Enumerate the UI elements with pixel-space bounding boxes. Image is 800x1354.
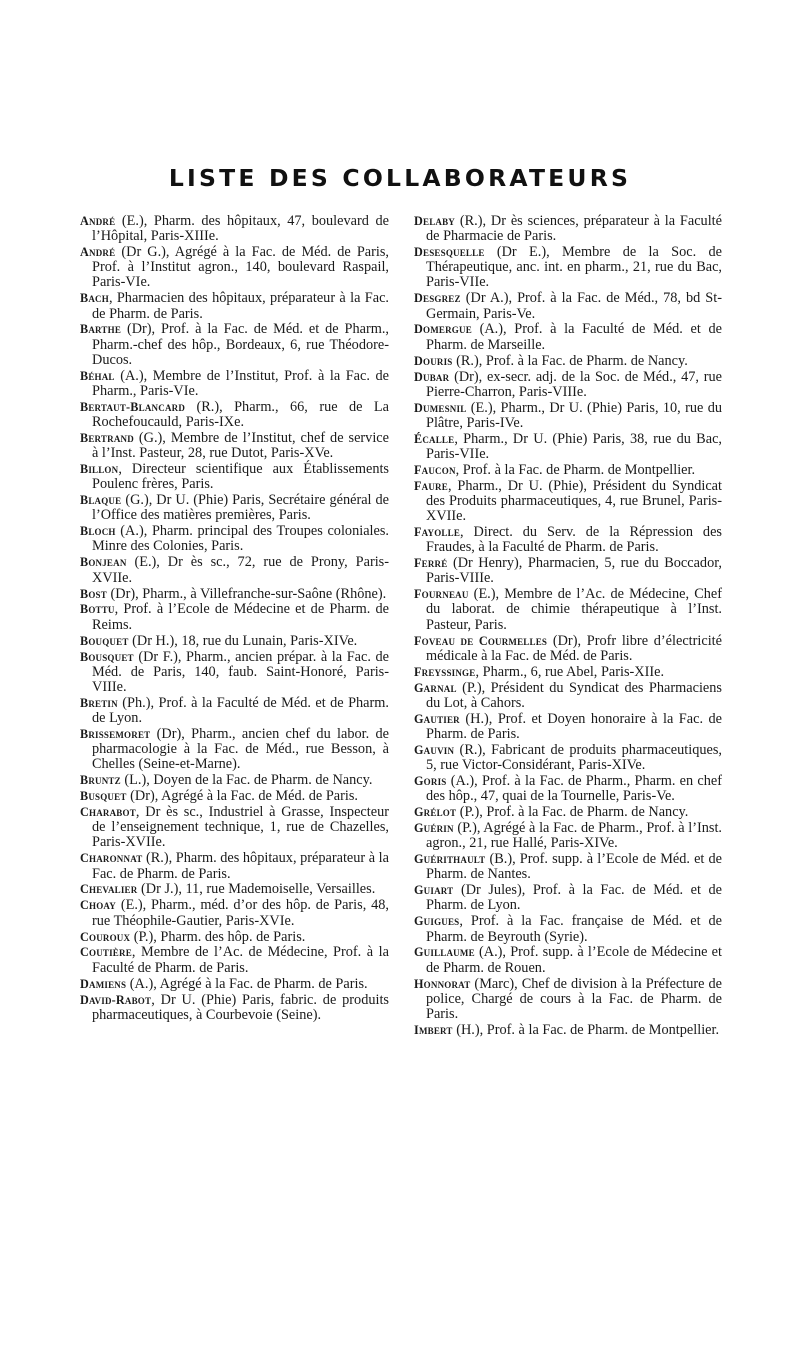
contributor-entry — [80, 696, 389, 726]
contributor-name: Freyssinge — [414, 664, 476, 679]
contributor-details: , Membre de l’Ac. de Médecine, Prof. à la Faculté de Pharm. de Paris. — [92, 944, 389, 976]
contributor-entry — [80, 602, 389, 632]
contributor-name: Béhal — [80, 368, 115, 383]
contributor-details: (A.), Membre de l’Institut, Prof. à la Fac. de Pharm., Paris-VIe. — [92, 367, 389, 399]
contributor-entry — [414, 1023, 722, 1038]
contributor-details: , Pharm., Dr U. (Phie) Paris, 38, rue du Bac, Paris-VIIe. — [426, 430, 722, 462]
contributor-name: Garnal — [414, 680, 457, 695]
contributor-name: Brissemoret — [80, 726, 151, 741]
contributor-name: Bloch — [80, 524, 116, 539]
contributor-details: (A.), Agrégé à la Fac. de Pharm. de Paris. — [126, 975, 368, 992]
contributor-name: Bouquet — [80, 633, 129, 648]
contributor-entry — [414, 432, 722, 462]
contributor-details: (R.), Prof. à la Fac. de Pharm. de Nancy. — [452, 352, 688, 369]
contributor-details: (A.), Prof. à la Faculté de Méd. et de Pharm. de Marseille. — [426, 321, 722, 353]
contributor-entry — [80, 291, 389, 321]
contributor-details: (Dr), Profr libre d’électricité médicale à la Fac. de Méd. de Paris. — [426, 632, 723, 664]
contributor-details: (R.), Pharm., 66, rue de La Rochefoucauld, Paris-IXe. — [92, 398, 389, 431]
contributor-details: , Directeur scientifique aux Établissements Poulenc frères, Paris. — [92, 461, 389, 493]
contributor-name: Faucon — [414, 462, 456, 477]
contributor-details: (R.), Dr ès sciences, préparateur à la Faculté de Pharmacie de Paris. — [426, 213, 722, 245]
left-column — [80, 214, 389, 1024]
right-column — [414, 214, 722, 1039]
contributor-entry — [414, 479, 722, 524]
contributor-details: (P.), Pharm. des hôp. de Paris. — [130, 928, 306, 945]
contributor-name: Honnorat — [414, 976, 471, 991]
contributor-details: (Dr), ex-secr. adj. de la Soc. de Méd., 47, rue Pierre-Charron, Paris-VIIIe. — [426, 368, 722, 400]
contributor-name: Desgrez — [414, 291, 461, 306]
contributor-name: Dumesnil — [414, 400, 467, 415]
contributor-name: Desesquelle — [414, 245, 485, 260]
contributor-name: Guigues — [414, 914, 460, 929]
contributor-entry — [414, 914, 722, 944]
contributor-name: Grélot — [414, 805, 457, 820]
contributor-entry — [414, 977, 722, 1022]
contributor-entry — [414, 665, 722, 680]
contributor-details: (P.), Agrégé à la Fac. de Pharm., Prof. à l’Inst. agron., 21, rue Hallé, Paris-XIVe. — [426, 820, 722, 852]
contributor-details: (H.), Prof. à la Fac. de Pharm. de Montpellier. — [452, 1021, 720, 1038]
contributor-details: (Dr E.), Membre de la Soc. de Thérapeutique, anc. int. en pharm., 21, rue du Bac, Paris-VIIe. — [426, 244, 722, 291]
contributor-entry — [414, 681, 722, 711]
contributor-details: (E.), Pharm. des hôpitaux, 47, boulevard de l’Hôpital, Paris-XIIIe. — [92, 213, 389, 245]
contributor-entry — [80, 898, 389, 928]
contributor-entry — [414, 245, 722, 290]
contributor-entry — [80, 369, 389, 399]
contributor-details: (A.), Prof. à la Fac. de Pharm., Pharm. en chef des hôp., 47, quai de la Tournelle, Paris-Ve. — [426, 772, 722, 805]
contributor-entry — [414, 805, 722, 820]
contributor-name: Guiart — [414, 883, 454, 898]
contributor-name: Bonjean — [80, 555, 127, 570]
contributor-entry — [414, 214, 722, 244]
contributor-entry — [80, 773, 389, 788]
contributor-name: Ferré — [414, 556, 448, 571]
contributor-details: (Dr), Prof. à la Fac. de Méd. et de Pharm., Pharm.-chef des hôp., Bordeaux, 6, rue Théodore-Ducos. — [92, 321, 389, 368]
contributor-entry — [80, 634, 389, 649]
contributor-name: André — [80, 245, 116, 260]
contributor-entry — [80, 650, 389, 695]
contributor-entry — [80, 400, 389, 430]
contributor-entry — [80, 245, 389, 290]
contributor-details: (A.), Prof. supp. à l’Ecole de Médecine et de Pharm. de Rouen. — [426, 944, 722, 976]
contributor-name: Dubar — [414, 369, 450, 384]
contributor-entry — [414, 712, 722, 742]
contributor-entry — [414, 463, 722, 478]
contributor-name: Coutière — [80, 945, 132, 960]
contributor-name: Charabot — [80, 805, 136, 820]
contributor-details: (H.), Prof. et Doyen honoraire à la Fac. de Pharm. de Paris. — [426, 710, 722, 742]
contributor-name: André — [80, 214, 116, 228]
contributor-entry — [414, 821, 722, 851]
contributor-details: (Dr A.), Prof. à la Fac. de Méd., 78, bd St-Germain, Paris-Ve. — [426, 290, 722, 322]
contributor-entry — [80, 587, 389, 602]
contributor-details: , Pharm., Dr U. (Phie), Président du Syndicat des Produits pharmaceutiques, 4, rue Brunel, Paris-XVIIe. — [426, 477, 722, 525]
contributor-entry — [80, 431, 389, 461]
contributor-entry — [414, 587, 722, 632]
contributor-name: Bruntz — [80, 773, 121, 788]
contributor-name: Fourneau — [414, 587, 469, 602]
contributor-details: (Dr Henry), Pharmacien, 5, rue du Boccador, Paris-VIIIe. — [426, 555, 722, 587]
contributor-name: Bertrand — [80, 430, 134, 445]
contributor-name: Couroux — [80, 929, 131, 944]
contributor-entry — [414, 401, 722, 431]
contributor-entry — [414, 322, 722, 352]
contributor-name: Bach — [80, 291, 109, 306]
contributor-name: Billon — [80, 462, 119, 477]
contributor-entry — [414, 883, 722, 913]
contributor-name: Gauvin — [414, 742, 455, 757]
contributor-entry — [80, 945, 389, 975]
contributor-details: , Prof. à la Fac. française de Méd. et de Pharm. de Beyrouth (Syrie). — [426, 913, 722, 945]
contributor-details: , Prof. à la Fac. de Pharm. de Montpellier. — [455, 461, 696, 478]
contributor-name: Foveau de Courmelles — [414, 633, 548, 648]
contributor-details: (E.), Pharm., Dr U. (Phie) Paris, 10, rue du Plâtre, Paris-IVe. — [426, 399, 722, 431]
contributor-name: Bost — [80, 586, 107, 601]
contributor-entry — [414, 743, 722, 773]
contributor-details: , Dr ès sc., Industriel à Grasse, Inspecteur de l’enseignement technique, 1, rue de Chazelles, Paris-XVIIe. — [92, 804, 389, 851]
contributor-entry — [80, 524, 389, 554]
contributor-name: Damiens — [80, 976, 127, 991]
contributor-entry — [80, 493, 389, 523]
contributor-details: (E.), Membre de l’Ac. de Médecine, Chef du laborat. de chimie thérapeutique à l’Inst. Pasteur, Paris. — [426, 586, 722, 633]
contributor-name: Bottu — [80, 602, 115, 617]
contributor-entry — [414, 945, 722, 975]
contributor-entry — [80, 977, 389, 992]
contributor-name: Fayolle — [414, 525, 461, 540]
contributor-details: (Ph.), Prof. à la Faculté de Méd. et de Pharm. de Lyon. — [92, 694, 389, 726]
contributor-entry — [80, 993, 389, 1023]
contributor-details: , Pharmacien des hôpitaux, préparateur à la Fac. de Pharm. de Paris. — [92, 290, 389, 322]
contributor-details: (Dr Jules), Prof. à la Fac. de Méd. et de Pharm. de Lyon. — [426, 882, 722, 914]
contributor-name: Guérithault — [414, 852, 486, 867]
contributor-details: (Dr J.), 11, rue Mademoiselle, Versailles. — [137, 881, 376, 898]
contributor-entry — [80, 322, 389, 367]
contributor-entry — [414, 291, 722, 321]
contributor-details: (E.), Dr ès sc., 72, rue de Prony, Paris-XVIIe. — [92, 554, 389, 586]
contributor-details: , Direct. du Serv. de la Répression des Fraudes, à la Faculté de Pharm. de Paris. — [426, 524, 722, 556]
contributor-name: Chevalier — [80, 882, 138, 897]
contributor-name: Gautier — [414, 711, 460, 726]
contributor-details: (Dr G.), Agrégé à la Fac. de Méd. de Paris, Prof. à l’Institut agron., 140, boulevard Raspail, Paris-VIe. — [92, 244, 389, 291]
contributor-entry — [80, 882, 389, 897]
contributor-details: (L.), Doyen de la Fac. de Pharm. de Nancy. — [120, 772, 373, 789]
contributor-details: (Dr), Agrégé à la Fac. de Méd. de Paris. — [126, 788, 358, 805]
contributor-details: (G.), Membre de l’Institut, chef de service à l’Inst. Pasteur, 28, rue Dutot, Paris-XVe. — [92, 429, 389, 462]
contributor-details: (E.), Pharm., méd. d’or des hôp. de Paris, 48, rue Théophile-Gautier, Paris-XVIe. — [92, 897, 389, 929]
contributor-details: (Dr), Pharm., à Villefranche-sur-Saône (Rhône). — [106, 585, 387, 602]
contributor-details: (Dr), Pharm., ancien chef du labor. de pharmacologie à la Fac. de Méd., rue Besson, à Chelles (Seine-et-Marne). — [92, 725, 389, 773]
contributor-entry — [414, 354, 722, 369]
contributor-name: Goris — [414, 773, 447, 788]
contributor-details: (P.), Prof. à la Fac. de Pharm. de Nancy. — [456, 804, 689, 821]
contributor-entry — [80, 930, 389, 945]
contributor-entry — [414, 852, 722, 882]
contributor-details: (Dr H.), 18, rue du Lunain, Paris-XIVe. — [128, 632, 358, 649]
contributor-name: Guérin — [414, 821, 454, 836]
contributor-name: Bousquet — [80, 649, 134, 664]
contributor-details: (G.), Dr U. (Phie) Paris, Secrétaire général de l’Office des matières premières, Paris. — [92, 492, 389, 524]
contributor-details: (A.), Pharm. principal des Troupes coloniales. Minre des Colonies, Paris. — [92, 523, 389, 555]
contributor-details: (R.), Pharm. des hôpitaux, préparateur à la Fac. de Pharm. de Paris. — [92, 850, 389, 882]
contributor-name: Bretin — [80, 695, 118, 710]
contributor-name: Busquet — [80, 789, 127, 804]
contributor-entry — [80, 851, 389, 881]
contributor-entry — [80, 789, 389, 804]
contributor-details: , Dr U. (Phie) Paris, fabric. de produits pharmaceutiques, à Courbevoie (Seine). — [92, 991, 389, 1023]
contributor-details: (Dr F.), Pharm., ancien prépar. à la Fac. de Méd. de Paris, 140, faub. Saint-Honoré, Paris-VIIIe. — [92, 648, 389, 695]
contributor-entry — [414, 774, 722, 804]
contributor-name: Écalle — [414, 431, 455, 446]
contributor-name: Blaque — [80, 493, 122, 508]
contributor-details: (R.), Fabricant de produits pharmaceutiques, 5, rue Victor-Considérant, Paris-XIVe. — [426, 741, 722, 774]
contributor-name: Charonnat — [80, 851, 143, 866]
contributor-name: Imbert — [414, 1022, 453, 1037]
page-title: LISTE DES COLLABORATEURS — [168, 164, 632, 192]
contributor-details: (Marc), Chef de division à la Préfecture de police, Chargé de cours à la Fac. de Pharm. de Paris. — [426, 975, 722, 1022]
contributor-entry — [80, 805, 389, 850]
contributor-name: Guillaume — [414, 945, 475, 960]
contributor-entry — [414, 370, 722, 400]
contributor-entry — [80, 214, 389, 244]
contributor-entry — [414, 525, 722, 555]
contributor-details: (P.), Président du Syndicat des Pharmaciens du Lot, à Cahors. — [426, 679, 722, 711]
contributor-name: Choay — [80, 898, 116, 913]
contributor-details: , Pharm., 6, rue Abel, Paris-XIIe. — [475, 663, 665, 680]
contributor-name: Domergue — [414, 322, 472, 337]
contributor-name: Faure — [414, 478, 448, 493]
contributor-name: Douris — [414, 353, 453, 368]
contributor-entry — [80, 727, 389, 772]
contributor-details: (B.), Prof. supp. à l’Ecole de Méd. et de Pharm. de Nantes. — [426, 851, 722, 883]
contributor-name: Bertaut-Blancard — [80, 399, 186, 414]
contributor-entry — [414, 634, 722, 664]
contributor-entry — [414, 556, 722, 586]
contributor-name: David-Rabot — [80, 992, 152, 1007]
contributor-name: Barthe — [80, 322, 122, 337]
contributor-entry — [80, 555, 389, 585]
contributor-name: Delaby — [414, 214, 456, 228]
contributor-details: , Prof. à l’Ecole de Médecine et de Pharm. de Reims. — [92, 601, 389, 633]
contributor-entry — [80, 462, 389, 492]
